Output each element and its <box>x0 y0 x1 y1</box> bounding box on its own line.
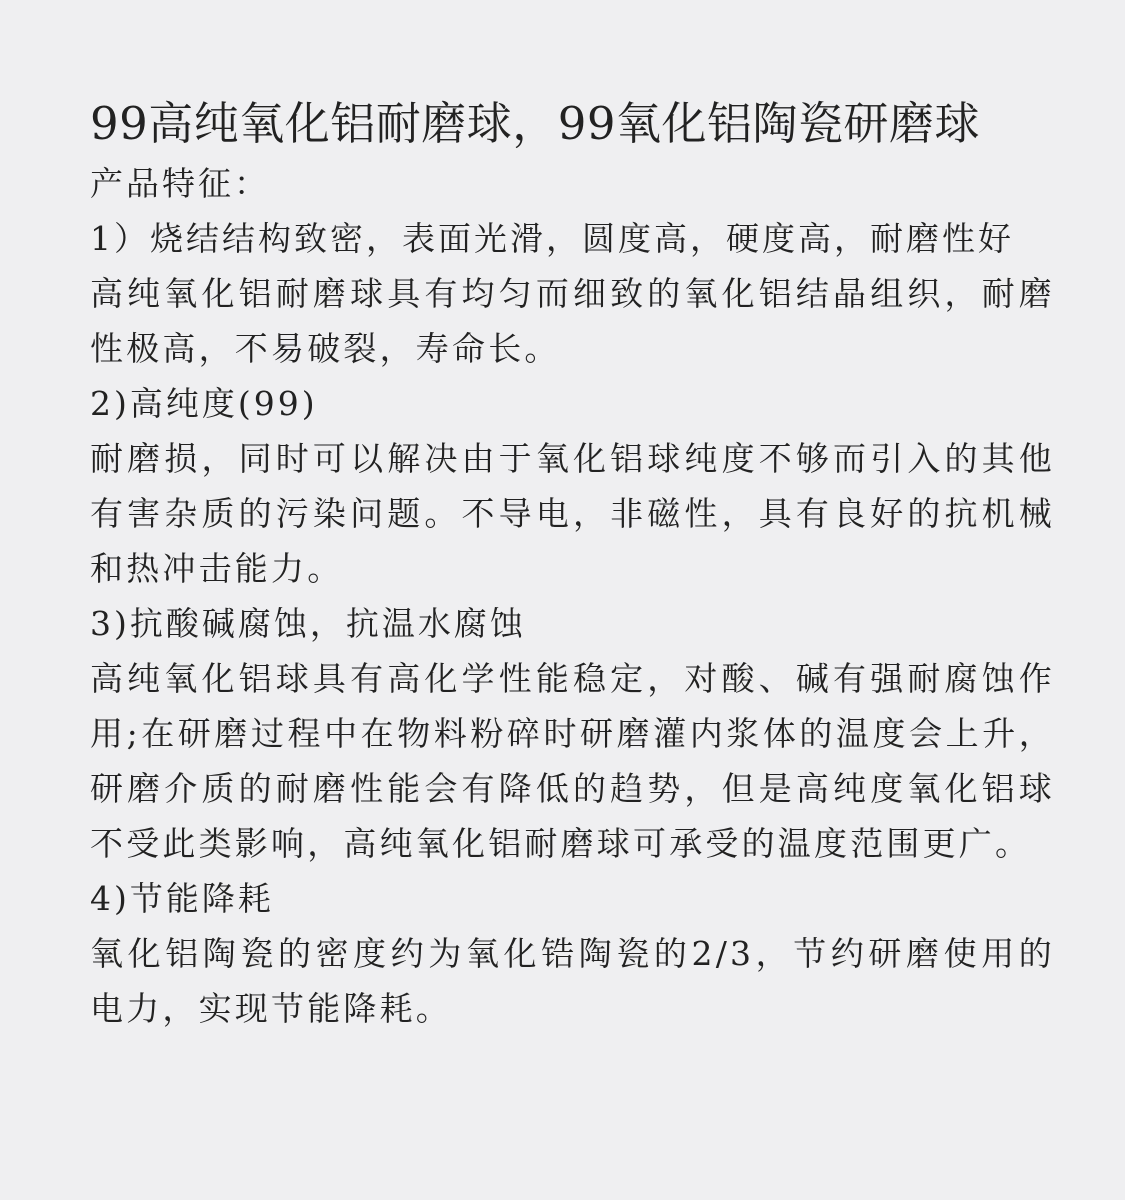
section-1-body: 高纯氧化铝耐磨球具有均匀而细致的氧化铝结晶组织，耐磨性极高，不易破裂，寿命长。 <box>90 274 1055 368</box>
section-2-body: 耐磨损，同时可以解决由于氧化铝球纯度不够而引入的其他有害杂质的污染问题。不导电，非磁性，具有良好的抗机械和热冲击能力。 <box>90 439 1055 588</box>
intro-label: 产品特征： <box>90 164 270 203</box>
section-3-heading: 3)抗酸碱腐蚀，抗温水腐蚀 <box>90 604 526 643</box>
page-title: 99高纯氧化铝耐磨球，99氧化铝陶瓷研磨球 <box>90 97 981 150</box>
section-3-body: 高纯氧化铝球具有高化学性能稳定，对酸、碱有强耐腐蚀作用;在研磨过程中在物料粉碎时研磨灌内浆体的温度会上升，研磨介质的耐磨性能会有降低的趋势，但是高纯度氧化铝球不受此类影响，高纯氧化铝耐磨球可承受的温度范围更广。 <box>90 659 1055 863</box>
section-2-heading: 2)高纯度(99) <box>90 384 318 423</box>
document-body <box>90 92 1055 1036</box>
section-4-heading: 4)节能降耗 <box>90 879 274 918</box>
section-4-body: 氧化铝陶瓷的密度约为氧化锆陶瓷的2/3，节约研磨使用的电力，实现节能降耗。 <box>90 934 1055 1028</box>
section-1-heading: 1）烧结结构致密，表面光滑，圆度高，硬度高，耐磨性好 <box>90 219 1014 258</box>
